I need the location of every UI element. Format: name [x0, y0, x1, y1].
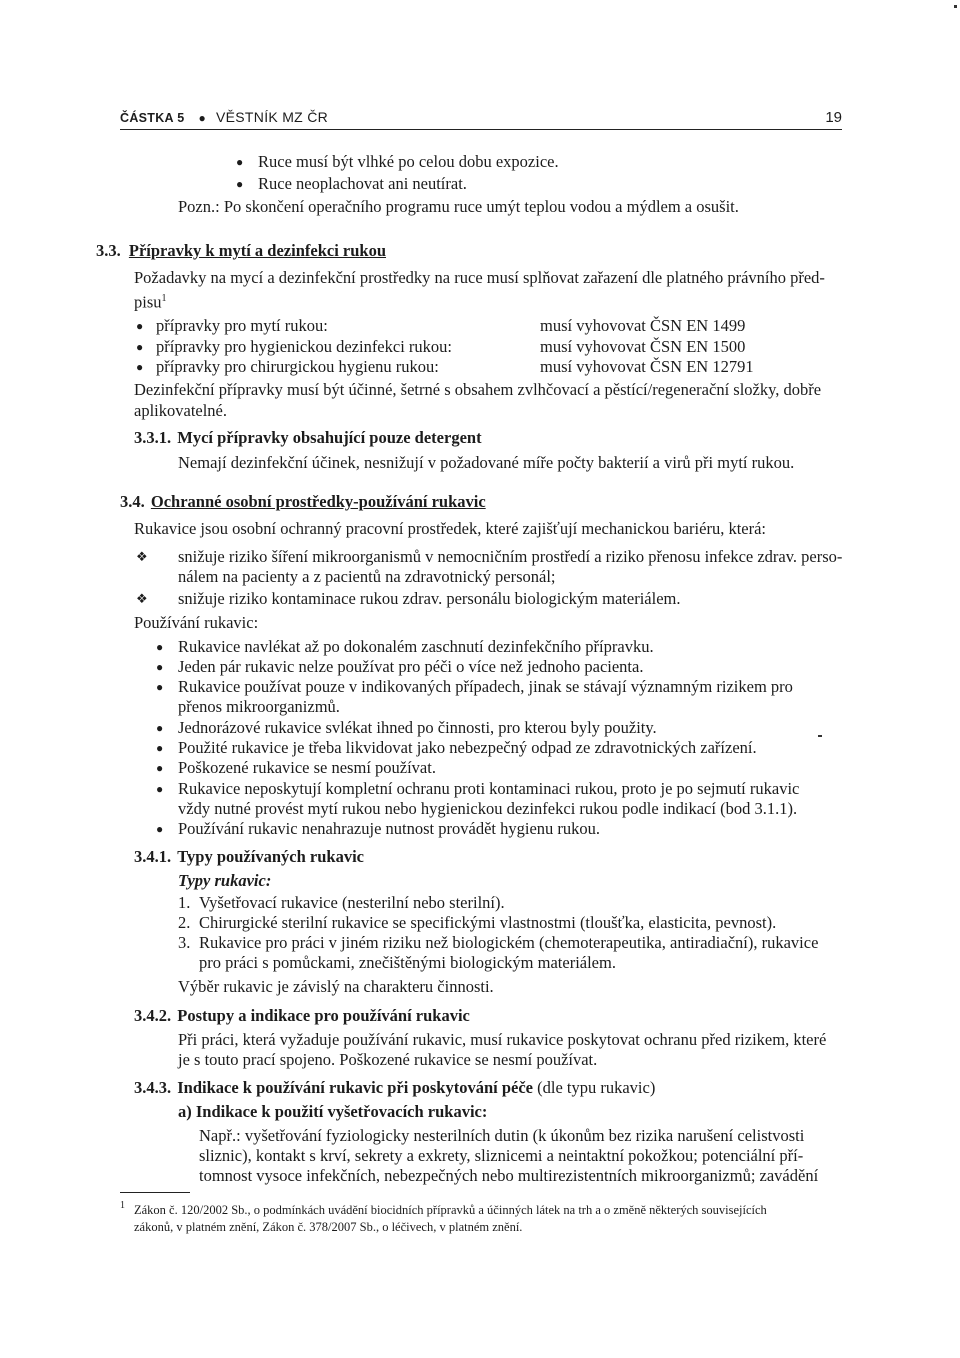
list-item: Poškozené rukavice se nesmí používat. [178, 758, 436, 777]
footnote-line: zákonů, v platném znění, Zákon č. 378/2007 Sb., o léčivech, v platném znění. [134, 1220, 523, 1234]
list-item: Jeden pár rukavic nelze používat pro péči o více než jednoho pacienta. [178, 657, 644, 676]
footnote-line: Zákon č. 120/2002 Sb., o podmínkách uvádění biocidních přípravků a účinných látek na trh a o změně některých souvisejících [134, 1203, 767, 1217]
list-item: Rukavice neposkytují kompletní ochranu proti kontaminaci rukou, proto je po sejmutí rukavic [178, 779, 800, 798]
scan-speck [954, 5, 957, 8]
list-item: Jednorázové rukavice svlékat ihned po činnosti, pro kterou byly použity. [178, 718, 657, 737]
footnote-ref: 1 [161, 293, 167, 304]
bullet-icon: ● [236, 177, 244, 191]
section-title-suffix: (dle typu rukavic) [532, 1078, 656, 1097]
section-number: 3.4. [120, 492, 145, 511]
section-heading-3-4 [120, 492, 486, 512]
paragraph-line: Výběr rukavic je závislý na charakteru činnosti. [178, 977, 494, 996]
list-item: snižuje riziko kontaminace rukou zdrav. personálu biologickým materiálem. [178, 589, 681, 608]
bullet-icon: ● [156, 721, 164, 735]
section-title: Mycí přípravky obsahující pouze detergent [177, 428, 482, 447]
section-heading-3-4-3 [134, 1078, 655, 1098]
paragraph-line: sliznic), kontakt s krví, sekrety a exkrety, sliznicemi a neintaktní pokožkou; potenciální pří- [199, 1146, 804, 1165]
list-item: přenos mikroorganizmů. [178, 697, 340, 716]
numbered-item-number: 3. [178, 933, 191, 952]
numbered-item: pro práci s pomůckami, znečištěnými biologickým materiálem. [199, 953, 616, 972]
issue-part: ČÁSTKA 5 [120, 111, 185, 125]
numbered-item: Rukavice pro práci v jiném riziku než biologickém (chemoterapeutika, antiradiační), rukavice [199, 933, 819, 952]
header-rule [120, 129, 842, 130]
subsection-title: a) Indikace k použití vyšetřovacích rukavic: [178, 1102, 488, 1121]
bullet-icon: ● [136, 340, 144, 354]
section-title: Přípravky k mytí a dezinfekci rukou [128, 241, 387, 260]
section-title: Indikace k používání rukavic při poskytování péče [177, 1078, 533, 1097]
requirement-norm: musí vyhovovat ČSN EN 1499 [540, 316, 746, 335]
section-title: Postupy a indikace pro používání rukavic [177, 1006, 470, 1025]
section-number: 3.4.2. [134, 1006, 172, 1025]
header-bullet-icon: ● [198, 111, 207, 125]
bullet-icon: ● [156, 680, 164, 694]
requirement-norm: musí vyhovovat ČSN EN 12791 [540, 357, 754, 376]
exposure-note: Pozn.: Po skončení operačního programu ruce umýt teplou vodou a mýdlem a osušit. [178, 197, 739, 216]
usage-label: Používání rukavic: [134, 613, 259, 632]
bullet-icon: ● [156, 660, 164, 674]
requirement-label: přípravky pro hygienickou dezinfekci rukou: [156, 337, 452, 356]
paragraph-line: je s touto prací spojeno. Poškozené rukavice se nesmí používat. [178, 1050, 598, 1069]
scan-speck [818, 735, 822, 737]
list-item: Používání rukavic nenahrazuje nutnost provádět hygienu rukou. [178, 819, 601, 838]
footnote-rule [120, 1192, 190, 1193]
paragraph-line: Dezinfekční přípravky musí být účinné, šetrné s obsahem zvlhčovací a pěstící/regenerační složky, dobře [134, 380, 822, 399]
paragraph-line: Při práci, která vyžaduje používání rukavic, musí rukavice poskytovat ochranu před rizikem, které [178, 1030, 827, 1049]
bullet-icon: ● [136, 319, 144, 333]
list-item: Použité rukavice je třeba likvidovat jako nebezpečný odpad ze zdravotnických zařízení. [178, 738, 757, 757]
bullet-icon: ● [156, 761, 164, 775]
paragraph-line: Rukavice jsou osobní ochranný pracovní prostředek, které zajišťují mechanickou bariéru, která: [134, 519, 767, 538]
numbered-item: Vyšetřovací rukavice (nesterilní nebo sterilní). [199, 893, 505, 912]
numbered-item-number: 1. [178, 893, 191, 912]
bullet-icon: ● [236, 155, 244, 169]
section-title: Typy používaných rukavic [177, 847, 364, 866]
diamond-bullet-icon: ❖ [136, 549, 146, 564]
paragraph-line: tomnost vysoce infekčních, nebezpečných nebo multirezistentních mikroorganizmů; zavádění [199, 1166, 819, 1185]
section-number: 3.4.1. [134, 847, 172, 866]
list-item: vždy nutné provést mytí rukou nebo hygienickou dezinfekci rukou podle indikací (bod 3.1.1). [178, 799, 798, 818]
section-number: 3.3.1. [134, 428, 172, 447]
numbered-item-number: 2. [178, 913, 191, 932]
paragraph-line: Požadavky na mycí a dezinfekční prostředky na ruce musí splňovat zařazení dle platného právního před- [134, 268, 825, 287]
requirement-label: přípravky pro chirurgickou hygienu rukou: [156, 357, 439, 376]
running-header [120, 109, 328, 127]
paragraph-line [134, 289, 167, 313]
requirement-label: přípravky pro mytí rukou: [156, 316, 328, 335]
bullet-icon: ● [136, 360, 144, 374]
paragraph-line: aplikovatelné. [134, 401, 228, 420]
requirement-norm: musí vyhovovat ČSN EN 1500 [540, 337, 746, 356]
section-heading-3-3-1 [134, 428, 482, 448]
paragraph-line: Např.: vyšetřování fyziologicky nesterilních dutin (k úkonům bez rizika narušení celistvosti [199, 1126, 805, 1145]
paragraph-line: Nemají dezinfekční účinek, nesnižují v požadované míře počty bakterií a virů při mytí rukou. [178, 453, 795, 472]
journal-title: VĚSTNÍK MZ ČR [216, 109, 329, 125]
bullet-icon: ● [156, 782, 164, 796]
list-item: snižuje riziko šíření mikroorganismů v nemocničním prostředí a riziko přenosu infekce zdrav. perso- [178, 547, 843, 566]
bullet-icon: ● [156, 822, 164, 836]
footnote-marker: 1 [120, 1200, 125, 1211]
bullet-icon: ● [156, 640, 164, 654]
list-item: Rukavice používat pouze v indikovaných případech, jinak se stávají významným rizikem pro [178, 677, 793, 696]
numbered-item: Chirurgické sterilní rukavice se specifickými vlastnostmi (tloušťka, elasticita, pevnost). [199, 913, 777, 932]
diamond-bullet-icon: ❖ [136, 591, 146, 606]
section-number: 3.3. [96, 241, 121, 260]
list-item: Ruce musí být vlhké po celou dobu expozice. [258, 152, 559, 171]
section-heading-3-4-1 [134, 847, 364, 867]
section-title: Ochranné osobní prostředky-používání rukavic [150, 492, 486, 511]
list-item: nálem na pacienty a z pacientů na zdravotnický personál; [178, 567, 556, 586]
section-heading-3-4-2 [134, 1006, 470, 1026]
paragraph-text: pisu [134, 292, 162, 312]
page-number: 19 [825, 109, 842, 126]
list-item: Rukavice navlékat až po dokonalém zaschnutí dezinfekčního přípravku. [178, 637, 654, 656]
bullet-icon: ● [156, 741, 164, 755]
list-item: Ruce neoplachovat ani neutírat. [258, 174, 467, 193]
section-heading-3-3 [96, 241, 386, 261]
subsection-title: Typy rukavic: [178, 871, 272, 890]
section-number: 3.4.3. [134, 1078, 172, 1097]
